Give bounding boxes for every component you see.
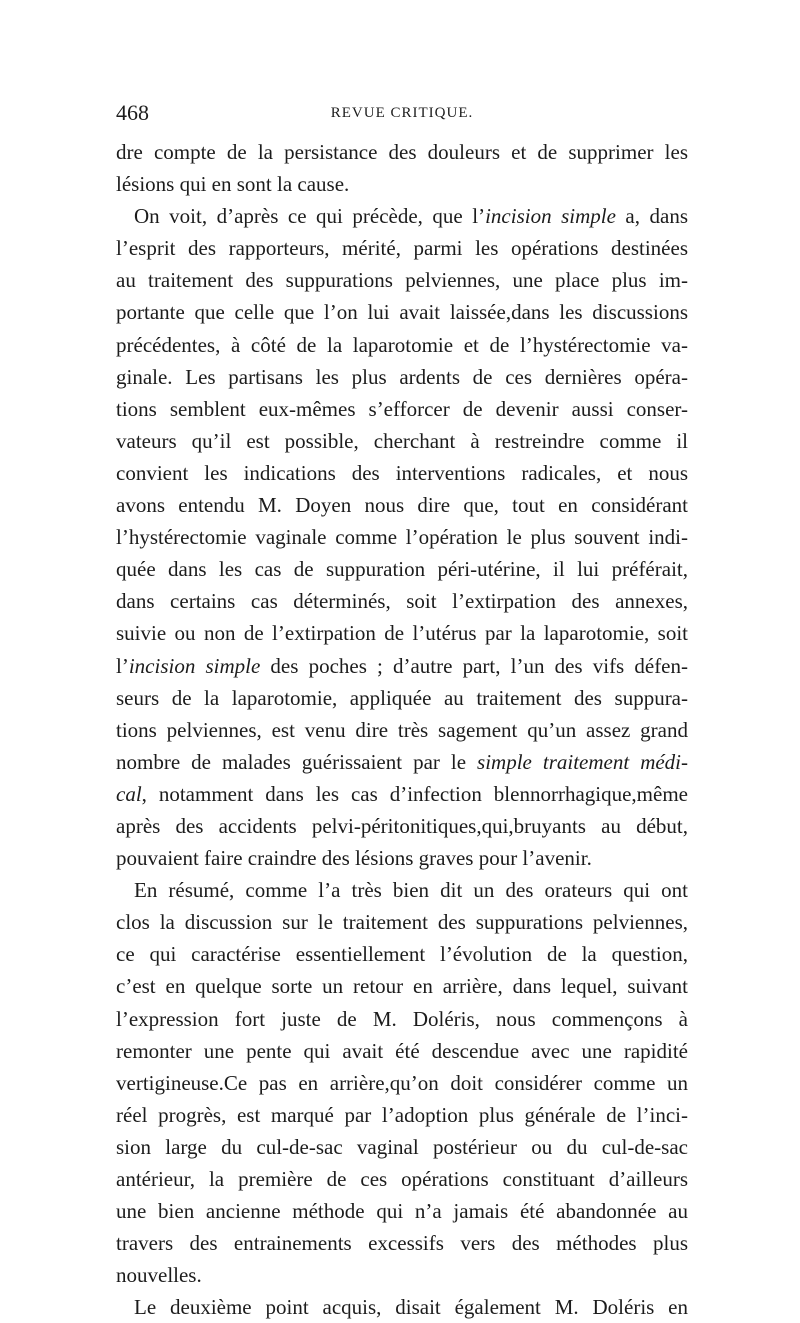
text-line: suivie ou non de l’extirpation de l’utérus par la laparotomie, soit — [116, 621, 688, 646]
text-line: pouvaient faire craindre des lésions graves pour l’avenir. — [116, 846, 592, 871]
text-line: antérieur, la première de ces opérations constituant d’ailleurs — [116, 1167, 688, 1191]
body-text — [116, 136, 688, 1323]
italic-term: cal — [116, 781, 142, 806]
text-line: après des accidents pelvi-péritonitiques,qui,bruyants au début, — [116, 813, 688, 838]
text-line: précédentes, à côté de la laparotomie et de l’hystérectomie va- — [116, 332, 688, 357]
text-line: travers des entrainements excessifs vers des méthodes plus — [116, 1231, 688, 1256]
italic-term: incision simple — [128, 653, 261, 678]
text-line: réel progrès, est marqué par l’adoption plus générale de l’inci- — [116, 1102, 688, 1127]
page-number: 468 — [116, 100, 149, 125]
page-header — [116, 98, 688, 128]
italic-term: simple traitement médi- — [477, 749, 689, 774]
text-line: seurs de la laparotomie, appliquée au traitement des suppura- — [116, 685, 688, 710]
text-line: Le deuxième point acquis, disait également M. Doléris en — [134, 1295, 688, 1320]
text-line: l’hystérectomie vaginale comme l’opération le plus souvent indi- — [116, 525, 688, 550]
text-line: En résumé, comme l’a très bien dit un des orateurs qui ont — [134, 878, 688, 903]
text-line: tions semblent eux-mêmes s’efforcer de devenir aussi conser- — [116, 396, 688, 421]
text-line: vertigineuse.Ce pas en arrière,qu’on doit considérer comme un — [116, 1070, 688, 1095]
text-line-italic-segment: nombre de malades guérissaient par le simple traitement médi- — [116, 749, 689, 774]
text-line-italic-segment: On voit, d’après ce qui précède, que l’incision simple a, dans — [134, 204, 688, 229]
text-line: dre compte de la persistance des douleurs et de supprimer les — [116, 140, 688, 164]
text-line: c’est en quelque sorte un retour en arrière, dans lequel, suivant — [116, 974, 688, 999]
text-line: convient les indications des interventions radicales, et nous — [116, 460, 688, 485]
text-line: dans certains cas déterminés, soit l’extirpation des annexes, — [116, 589, 688, 614]
text-line: l’expression fort juste de M. Doléris, nous commençons à — [116, 1006, 688, 1031]
text-line: tions pelviennes, est venu dire très sagement qu’un assez grand — [116, 717, 688, 742]
text-line: clos la discussion sur le traitement des suppurations pelviennes, — [116, 910, 688, 935]
text-line: lésions qui en sont la cause. — [116, 172, 350, 197]
text-line: sion large du cul-de-sac vaginal postérieur ou du cul-de-sac — [116, 1134, 688, 1159]
text-line: ginale. Les partisans les plus ardents de ces dernières opéra- — [116, 364, 688, 389]
text-line: ce qui caractérise essentiellement l’évolution de la question, — [116, 942, 688, 967]
text-line-italic-segment: l’incision simple des poches ; d’autre part, l’un des vifs défen- — [116, 653, 688, 678]
text-line: portante que celle que l’on lui avait laissée,dans les discussions — [116, 300, 688, 325]
text-line: avons entendu M. Doyen nous dire que, tout en considérant — [116, 493, 688, 518]
text-line: au traitement des suppurations pelviennes, une place plus im- — [116, 268, 688, 293]
text-line: remonter une pente qui avait été descendue avec une rapidité — [116, 1038, 688, 1063]
text-line: l’esprit des rapporteurs, mérité, parmi les opérations destinées — [116, 236, 688, 261]
text-line-italic-segment: cal, notamment dans les cas d’infection blennorrhagique,même — [116, 781, 688, 806]
text-line: vateurs qu’il est possible, cherchant à restreindre comme il — [116, 428, 688, 453]
running-title: REVUE CRITIQUE. — [330, 105, 474, 121]
text-line: une bien ancienne méthode qui n’a jamais été abandonnée au — [116, 1199, 688, 1224]
text-line: nouvelles. — [116, 1263, 202, 1288]
text-line: quée dans les cas de suppuration péri-utérine, il lui préférait, — [116, 557, 688, 582]
italic-term: incision simple — [485, 204, 616, 229]
